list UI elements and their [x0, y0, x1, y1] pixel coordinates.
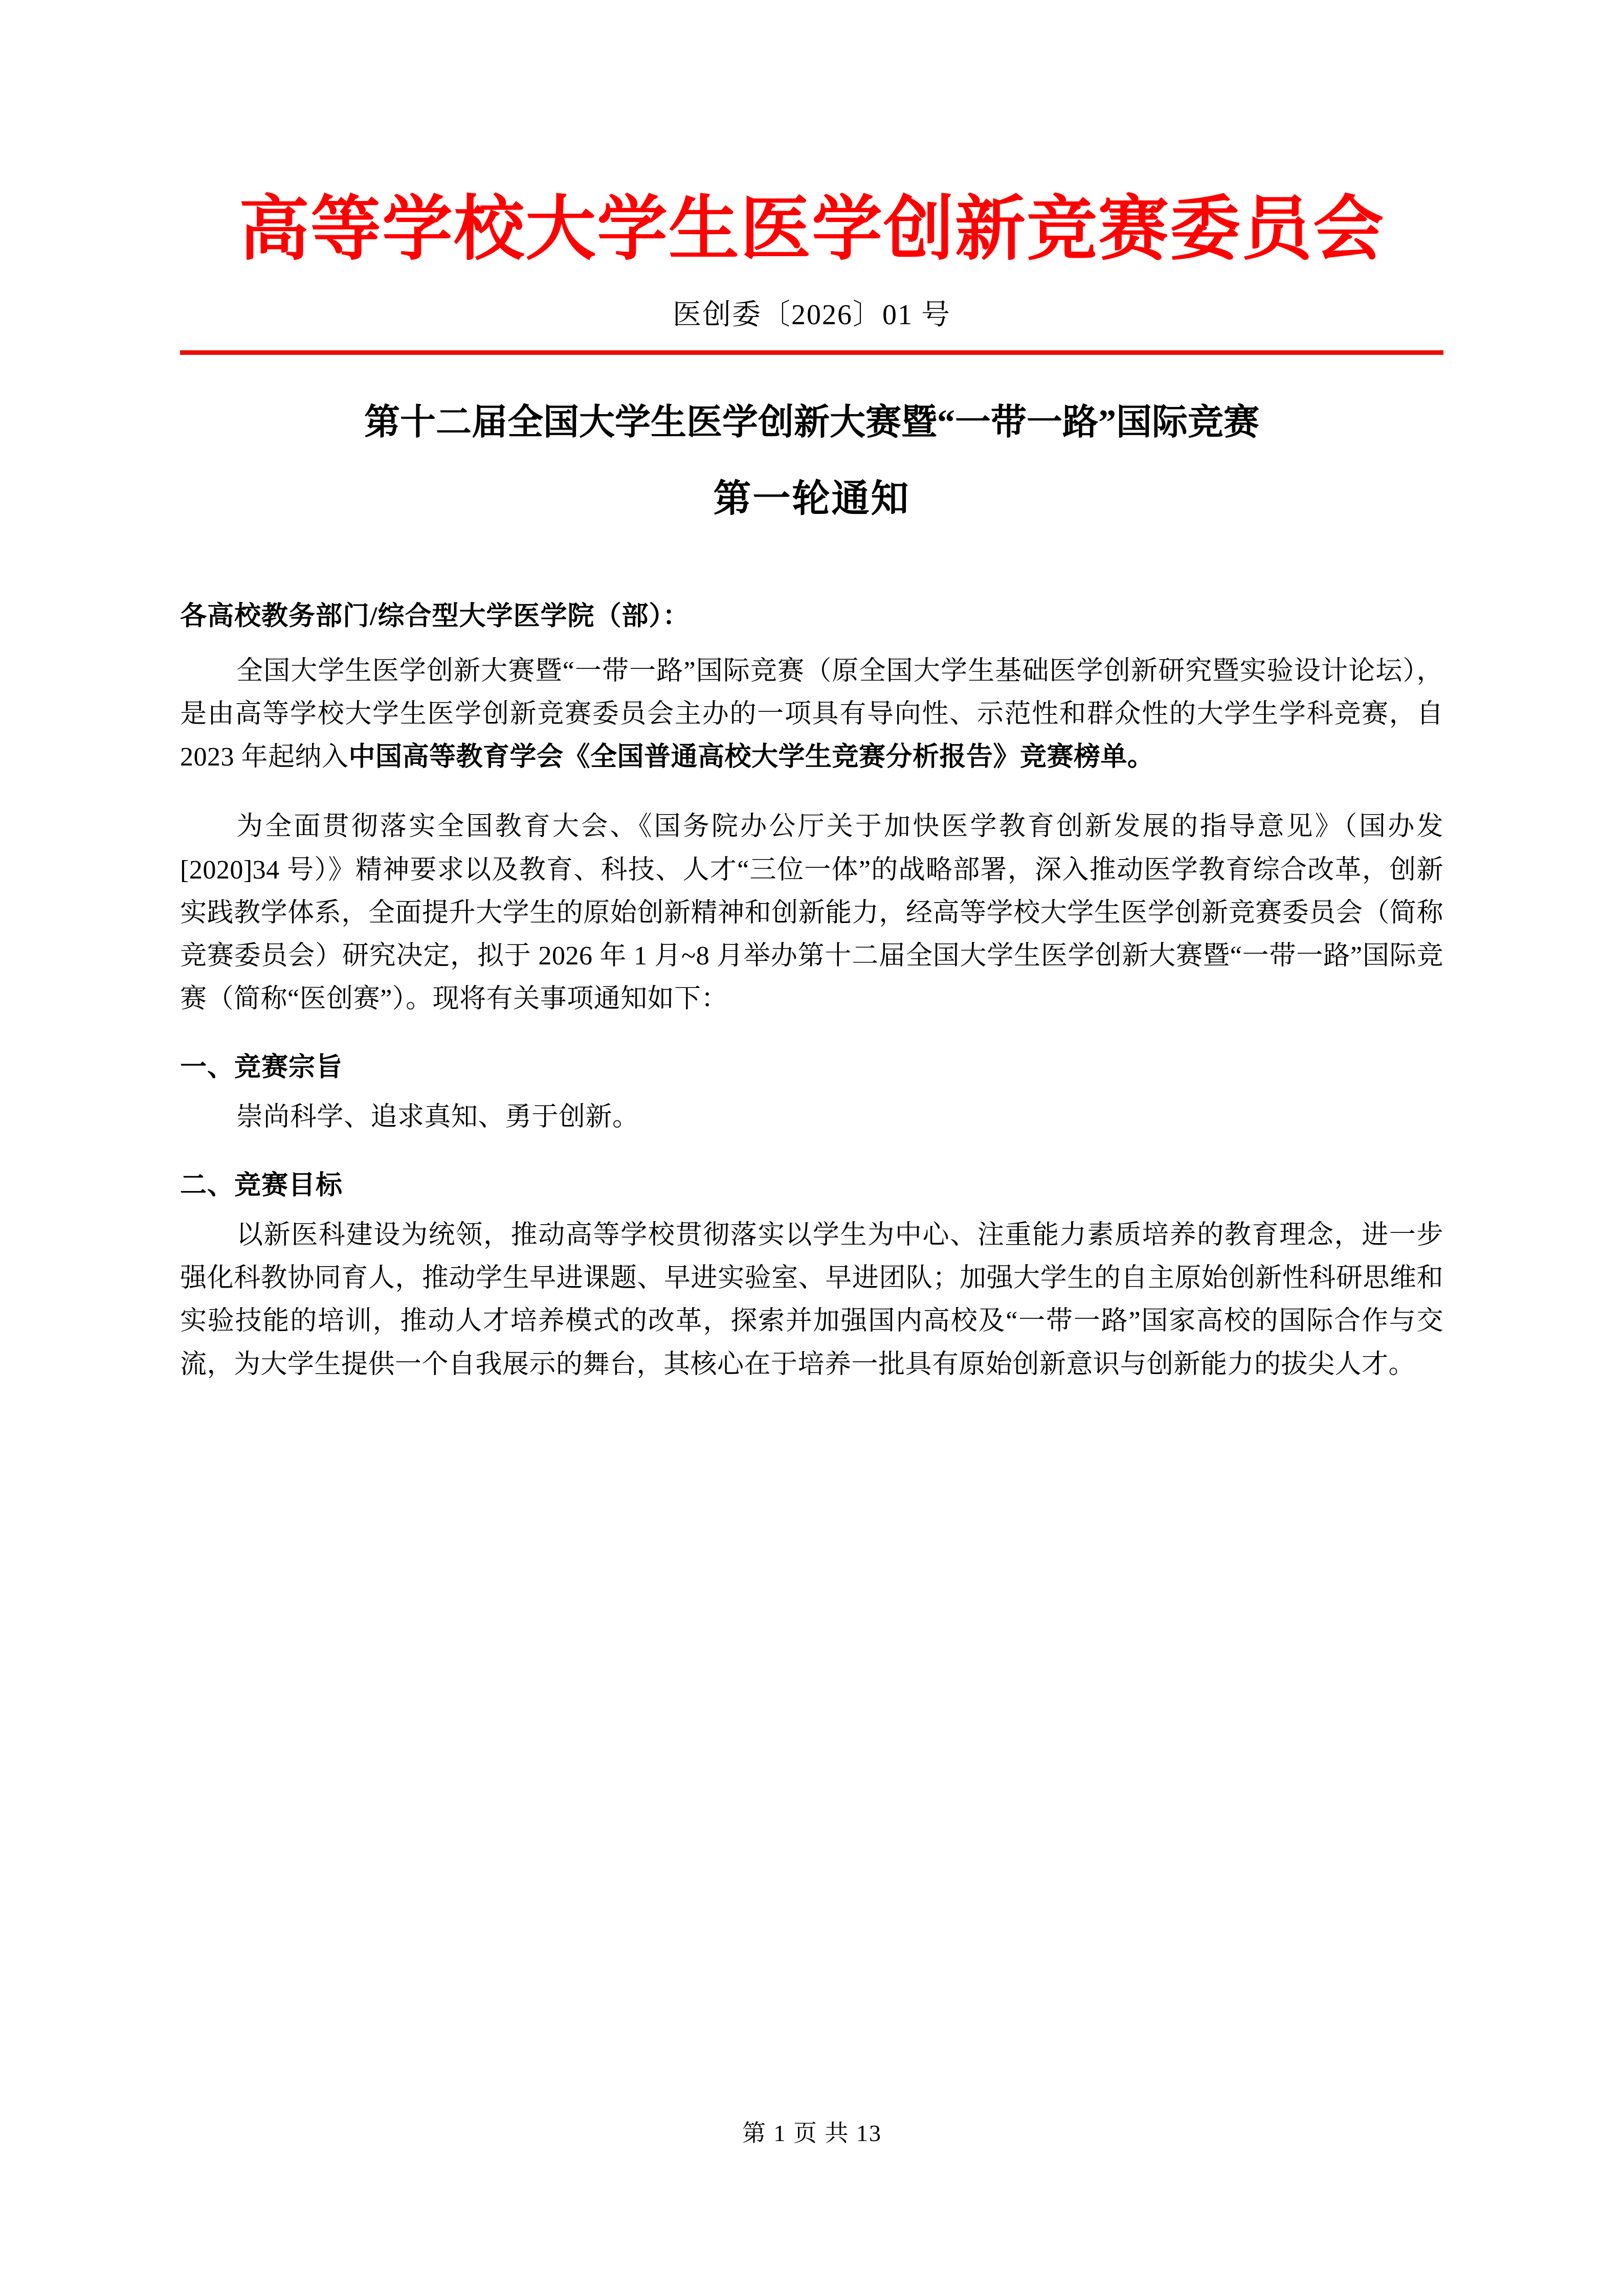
section-body-goals: 以新医科建设为统领，推动高等学校贯彻落实以学生为中心、注重能力素质培养的教育理念，进一步强化科教协同育人，推动学生早进课题、早进实验室、早进团队；加强大学生的自主原始创新性科研思维和实验技能的培训，推动人才培养模式的改革，探索并加强国内高校及“一带一路”国家高校的国际合作与交流，为大学生提供一个自我展示的舞台，其核心在于培养一批具有原始创新意识与创新能力的拔尖人才。	[180, 1220, 1443, 1379]
masthead-title: 高等学校大学生医学创新竞赛委员会	[238, 190, 1385, 268]
page-title-line-2: 第一轮通知	[713, 478, 910, 520]
addressee-line: 各高校教务部门/综合型大学医学院（部）：	[180, 601, 690, 631]
section-body-purpose: 崇尚科学、追求真知、勇于创新。	[236, 1102, 639, 1132]
red-horizontal-rule	[180, 350, 1443, 355]
paragraph-intro-emphasis: 中国高等教育学会《全国普通高校大学生竞赛分析报告》竞赛榜单。	[348, 742, 1154, 772]
document-content	[180, 0, 1443, 1413]
section-heading-goals: 二、竞赛目标	[180, 1171, 343, 1201]
section-heading-purpose: 一、竞赛宗旨	[180, 1053, 343, 1083]
document-number: 医创委〔2026〕01 号	[673, 299, 951, 331]
paragraph-intro	[180, 650, 1443, 779]
paragraph-background: 为全面贯彻落实全国教育大会、《国务院办公厅关于加快医学教育创新发展的指导意见》（国办发[2020]34 号）》精神要求以及教育、科技、人才“三位一体”的战略部署，深入推动医学教育综合改革，创新实践教学体系，全面提升大学生的原始创新精神和创新能力，经高等学校大学生医学创新竞赛委员会（简称竞赛委员会）研究决定，拟于 2026 年 1 月~8 月举办第十二届全国大学生医学创新大赛暨“一带一路”国际竞赛（简称“医创赛”）。现将有关事项通知如下：	[180, 812, 1443, 1014]
page-footer: 第 1 页 共 13	[742, 2120, 882, 2146]
page-title-line-1: 第十二届全国大学生医学创新大赛暨“一带一路”国际竞赛	[364, 403, 1259, 443]
paragraph-intro-text: 全国大学生医学创新大赛暨“一带一路”国际竞赛（原全国大学生基础医学创新研究暨实验设计论坛），是由高等学校大学生医学创新竞赛委员会主办的一项具有导向性、示范性和群众性的大学生学科竞赛，自 2023 年起纳入	[180, 656, 1443, 772]
